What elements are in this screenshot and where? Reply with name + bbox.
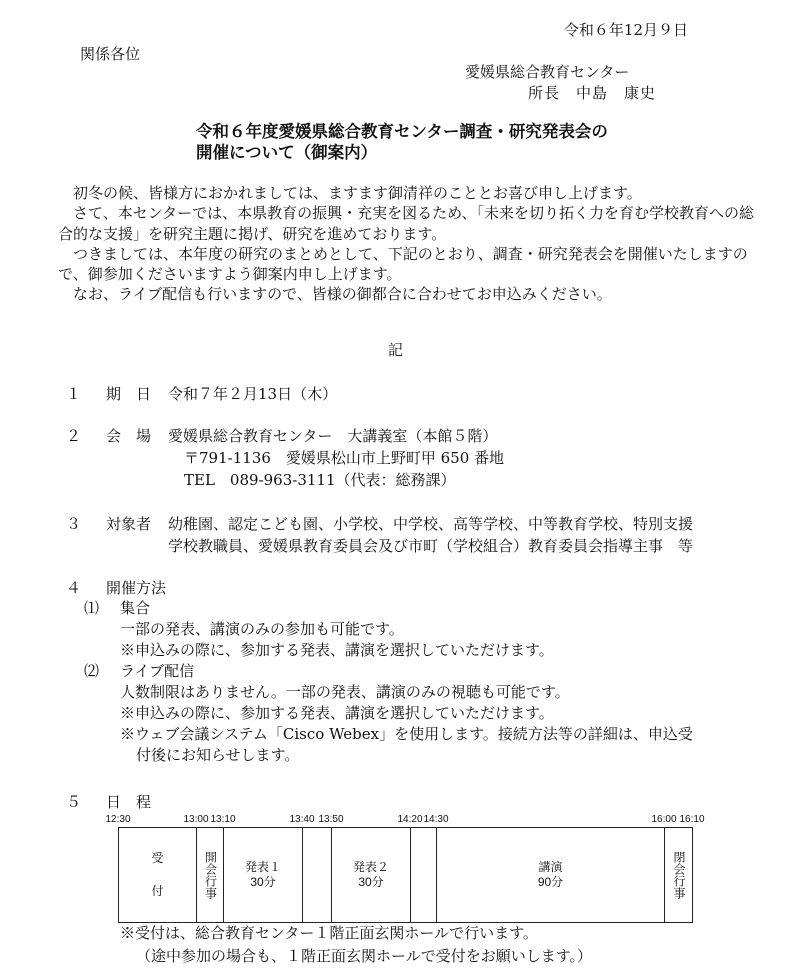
lecture-duration: 90分	[537, 875, 564, 889]
presentation-2-title: 発表２	[352, 860, 389, 874]
block-closing	[665, 827, 693, 923]
body-paragraphs	[58, 183, 758, 305]
time-label: 14:30	[423, 814, 449, 825]
item-number: ５	[66, 793, 82, 811]
time-label: 13:40	[289, 814, 315, 825]
body-paragraph: つきましては、本年度の研究のまとめとして、下記のとおり、調査・研究発表会を開催いたしますので、御参加くださいますよう御案内申し上げます。	[58, 244, 748, 283]
sub-1-line-2: ※申込みの際に、参加する発表、講演を選択していただけます。	[120, 641, 554, 659]
time-label: 14:20	[397, 814, 423, 825]
schedule-timeline	[105, 813, 705, 925]
sub-number: ⑵	[84, 662, 100, 680]
schedule-note-2: （途中参加の場合も、１階正面玄関ホールで受付をお願いします。）	[136, 946, 593, 965]
time-label: 13:10	[210, 814, 236, 825]
sub-2-line-3: ※ウェブ会議システム「Cisco Webex」を使用します。接続方法等の詳細は、申込受	[120, 725, 693, 743]
time-label: 13:50	[318, 814, 344, 825]
title-line-2: 開催について（御案内）	[196, 143, 378, 163]
target-line-2: 学校教職員、愛媛県教育委員会及び市町（学校組合）教育委員会指導主事 等	[168, 537, 694, 555]
time-label: 12:30	[105, 814, 131, 825]
block-reception	[118, 827, 197, 923]
sub-label: 集合	[120, 599, 151, 617]
document-title	[196, 121, 608, 164]
title-line-1: 令和６年度愛媛県総合教育センター調査・研究発表会の	[196, 122, 608, 141]
time-label: 13:00	[183, 814, 209, 825]
sub-1-line-1: 一部の発表、講演のみの参加も可能です。	[120, 620, 404, 638]
item-date	[66, 384, 337, 404]
method-sub-1	[84, 598, 150, 618]
schedule-note-1: ※受付は、総合教育センター１階正面玄関ホールで行います。	[120, 924, 538, 942]
item-value: 令和７年２月13日（木）	[168, 385, 338, 403]
item-method	[66, 578, 166, 598]
venue-phone: TEL 089-963-3111（代表：総務課）	[184, 471, 456, 489]
body-paragraph: さて、本センターでは、本県教育の振興・充実を図るため、「未来を切り拓く力を育む学校教育への総合的な支援」を研究主題に掲げ、研究を進めております。	[58, 204, 755, 243]
method-sub-2	[84, 661, 194, 681]
presentation-2-duration: 30分	[358, 875, 384, 889]
sender-organization: 愛媛県総合教育センター	[465, 63, 630, 81]
reception-top: 受	[151, 851, 164, 865]
block-presentation-2	[332, 827, 411, 923]
target-line-1: 幼稚園、認定こども園、小学校、中学校、高等学校、中等教育学校、特別支援	[168, 515, 694, 533]
block-presentation-1	[224, 827, 303, 923]
item-label: 日 程	[106, 793, 152, 811]
item-number: ２	[66, 427, 82, 445]
presentation-1-title: 発表１	[244, 860, 281, 874]
reception-bottom: 付	[151, 884, 164, 898]
item-label: 会 場	[106, 427, 152, 445]
body-paragraph: 初冬の候、皆様方におかれましては、ますます御清祥のこととお喜び申し上げます。	[58, 184, 642, 202]
ki-heading: 記	[388, 341, 404, 359]
block-break-1	[303, 827, 332, 923]
presentation-1-duration: 30分	[250, 875, 276, 889]
sub-2-line-1: 人数制限はありません。一部の発表、講演のみの視聴も可能です。	[120, 683, 570, 701]
block-opening	[197, 827, 224, 923]
item-schedule	[66, 792, 151, 812]
time-label: 16:10	[679, 814, 705, 825]
recipient: 関係各位	[80, 45, 141, 63]
document-date: 令和６年12月９日	[563, 21, 688, 39]
schedule-notes	[120, 922, 592, 967]
block-break-2	[411, 827, 437, 923]
venue-name: 愛媛県総合教育センター 大講義室（本館５階）	[168, 427, 498, 445]
venue-address: 〒791-1136 愛媛県松山市上野町甲 650 番地	[184, 449, 505, 467]
block-lecture	[437, 827, 665, 923]
item-number: ４	[66, 579, 82, 597]
sender-director: 所長 中島 康史	[528, 84, 657, 102]
opening-label: 開会行事	[203, 851, 218, 899]
item-target	[66, 514, 693, 534]
item-label: 開催方法	[106, 579, 167, 597]
time-label: 16:00	[651, 814, 677, 825]
item-number: １	[66, 385, 82, 403]
lecture-title: 講演	[538, 860, 563, 874]
item-number: ３	[66, 515, 82, 533]
sub-number: ⑴	[84, 599, 100, 617]
body-paragraph: なお、ライブ配信も行いますので、皆様の御都合に合わせてお申込みください。	[58, 285, 612, 304]
item-venue	[66, 426, 497, 446]
item-label: 対象者	[106, 515, 152, 533]
sub-2-line-2: ※申込みの際に、参加する発表、講演を選択していただけます。	[120, 704, 554, 722]
item-label: 期 日	[106, 385, 152, 403]
closing-label: 閉会行事	[672, 851, 686, 899]
sub-2-line-4: 付後にお知らせします。	[136, 746, 300, 764]
sub-label: ライブ配信	[120, 662, 195, 680]
